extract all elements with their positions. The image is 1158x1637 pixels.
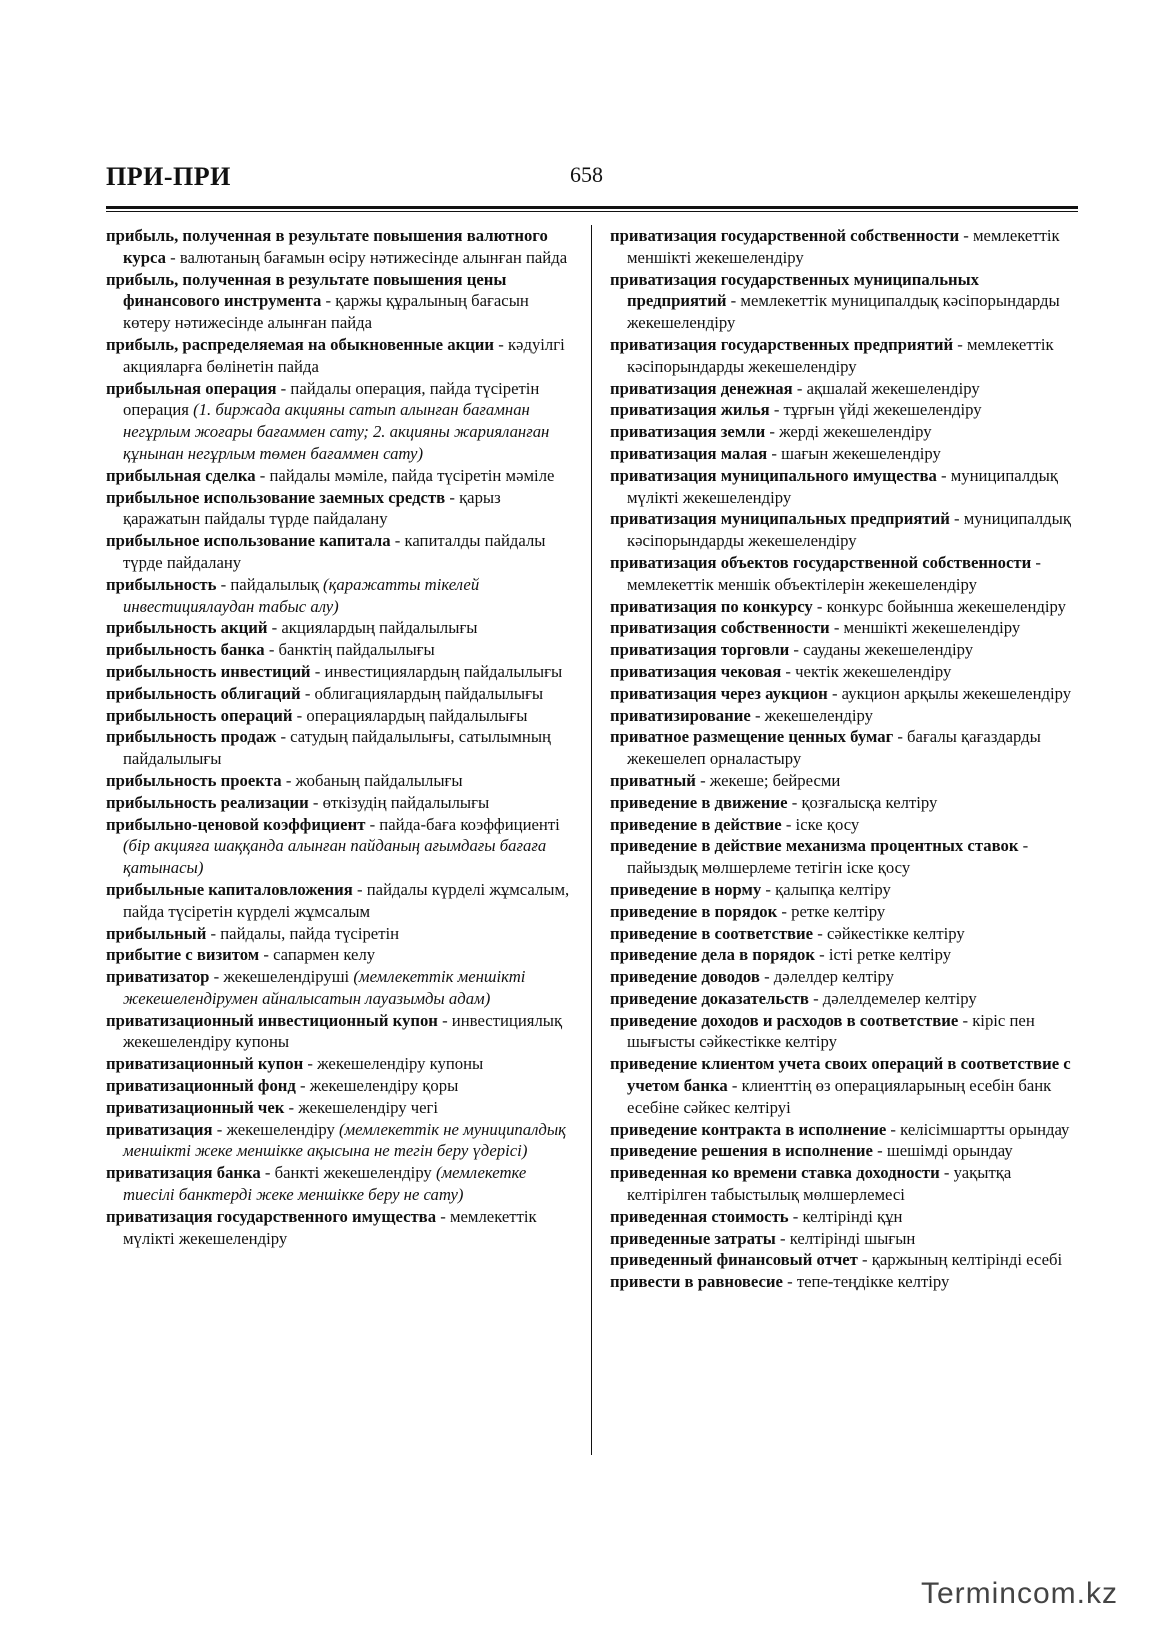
dictionary-entry	[610, 1228, 1078, 1250]
entry-definition: - пайдалылық	[216, 574, 324, 594]
entry-term: прибыльное использование капитала	[106, 531, 391, 551]
dictionary-entry	[610, 879, 1078, 901]
dictionary-entry	[106, 1162, 574, 1206]
dictionary-entry	[610, 617, 1078, 639]
dictionary-entry	[610, 639, 1078, 661]
dictionary-entry	[610, 988, 1078, 1010]
entry-definition: - келтірінді шығын	[775, 1228, 916, 1248]
entry-definition: - жекешелендіруші	[209, 967, 354, 987]
entry-definition: - пайдалы, пайда түсіретін	[206, 923, 400, 943]
entry-term: приведенная ко времени ставка доходности	[610, 1163, 940, 1183]
entry-term: приватизация объектов государственной собственности	[610, 552, 1032, 572]
entry-term: приведение дела в порядок	[610, 945, 815, 965]
entry-term: приведение в норму	[610, 879, 762, 899]
dictionary-entry	[610, 770, 1078, 792]
entry-definition: - жерді жекешелендіру	[765, 422, 932, 442]
entry-term: приватизация по конкурсу	[610, 596, 813, 616]
entry-definition: - дәлелдер келтіру	[759, 967, 894, 987]
page-header	[106, 158, 1078, 214]
dictionary-entry	[610, 421, 1078, 443]
entry-term: прибыльная сделка	[106, 465, 256, 485]
watermark-logo	[921, 1577, 1118, 1611]
entry-definition: - пайыздық мөлшерлеме тетігін іске қосу	[627, 836, 1029, 878]
entry-term: приватизация банка	[106, 1163, 261, 1183]
entry-definition: - пайда-баға коэффициенті	[365, 814, 560, 834]
entry-term: прибыльность облигаций	[106, 683, 301, 703]
entry-term: приватизация государственных предприятий	[610, 334, 954, 354]
dictionary-entry	[106, 378, 574, 465]
header-rule-thin	[106, 211, 1078, 212]
entry-term: прибыль, полученная в результате повышения валютного курса	[106, 226, 548, 267]
dictionary-entry	[610, 726, 1078, 770]
entry-note: (1. биржада акцияны сатып алынған бағамнан негұрлым жоғары бағаммен сату; 2. акцияны жарияланған құнынан негұрлым төмен бағаммен сату)	[123, 400, 550, 463]
entry-definition: - жекешелендіру чегі	[284, 1097, 439, 1117]
entry-definition: - кіріс пен шығысты сәйкестікке келтіру	[627, 1010, 1035, 1052]
entry-term: приватизация государственного имущества	[106, 1206, 437, 1226]
dictionary-entry	[106, 639, 574, 661]
column-divider	[591, 225, 592, 1455]
entry-term: приведенная стоимость	[610, 1206, 789, 1226]
entry-term: приватизирование	[610, 705, 751, 725]
entry-definition: - жекеше; бейресми	[695, 770, 841, 790]
entry-definition: - капиталды пайдалы түрде пайдалану	[123, 531, 546, 572]
entry-note: (қаражатты тікелей инвестициялаудан табыс алу)	[123, 574, 480, 616]
dictionary-entry	[610, 1206, 1078, 1228]
entry-term: приватизация государственных муниципальных предприятий	[610, 269, 980, 311]
entry-definition: - аукцион арқылы жекешелендіру	[827, 683, 1072, 703]
header-rule-thick	[106, 206, 1078, 209]
dictionary-entry	[610, 465, 1078, 509]
entry-definition: - мемлекеттік меншік объектілерін жекешелендіру	[627, 552, 1041, 594]
dictionary-entry	[610, 1162, 1078, 1206]
running-head: ПРИ-ПРИ	[106, 162, 231, 191]
entry-definition: - мемлекеттік меншікті жекешелендіру	[627, 226, 1060, 267]
dictionary-entry	[610, 661, 1078, 683]
entry-definition: - іске қосу	[781, 814, 860, 834]
dictionary-entry	[106, 966, 574, 1010]
entry-term: приватизатор	[106, 967, 210, 987]
entry-term: приведение в действие механизма процентных ставок	[610, 836, 1019, 856]
entry-term: прибыль, распределяемая на обыкновенные акции	[106, 334, 495, 354]
dictionary-entry	[610, 596, 1078, 618]
dictionary-entry	[610, 923, 1078, 945]
entry-term: приведение в движение	[610, 792, 788, 812]
entry-term: прибыльно-ценовой коэффициент	[106, 814, 366, 834]
entry-definition: - ақшалай жекешелендіру	[792, 378, 980, 398]
dictionary-entry	[106, 923, 574, 945]
entry-term: прибыль, полученная в результате повышения цены финансового инструмента	[106, 269, 507, 311]
dictionary-entry	[106, 683, 574, 705]
entry-definition: - муниципалдық кәсіпорындарды жекешелендіру	[627, 509, 1071, 551]
entry-definition: - кәдуілгі акцияларға бөлінетін пайда	[123, 334, 565, 376]
dictionary-entry	[610, 1010, 1078, 1054]
dictionary-entry	[610, 269, 1078, 334]
entry-definition: - сатудың пайдалылығы, сатылымның пайдалылығы	[123, 727, 551, 769]
entry-term: приведенные затраты	[610, 1228, 776, 1248]
dictionary-entry	[610, 901, 1078, 923]
entry-definition: - мемлекеттік муниципалдық кәсіпорындарды жекешелендіру	[627, 291, 1060, 333]
dictionary-entry	[106, 705, 574, 727]
entry-definition: - жекешелендіру	[212, 1119, 339, 1139]
dictionary-entry	[610, 792, 1078, 814]
entry-definition: - сауданы жекешелендіру	[789, 640, 974, 660]
dictionary-entry	[106, 334, 574, 378]
entry-term: приведение доводов	[610, 967, 760, 987]
entry-definition: - ретке келтіру	[777, 901, 886, 921]
entry-term: прибыльные капиталовложения	[106, 879, 353, 899]
entry-term: приведение доказательств	[610, 988, 809, 1008]
entry-term: прибыльный	[106, 923, 207, 943]
entry-definition: - шағын жекешелендіру	[767, 443, 941, 463]
entry-definition: - пайдалы мәміле, пайда түсіретін мәміле	[255, 465, 555, 485]
entry-definition: - жобаның пайдалылығы	[281, 770, 463, 790]
entry-term: прибыльность проекта	[106, 770, 282, 790]
dictionary-entry	[610, 1140, 1078, 1162]
entry-term: приведение контракта в исполнение	[610, 1119, 887, 1139]
dictionary-entry	[106, 814, 574, 879]
entry-term: приватизационный фонд	[106, 1076, 296, 1096]
watermark-text: Termincom.kz	[920, 1577, 1118, 1610]
dictionary-entry	[610, 966, 1078, 988]
entry-definition: - операциялардың пайдалылығы	[292, 705, 528, 725]
dictionary-entry	[610, 1119, 1078, 1141]
entry-definition: - пайдалы операция, пайда түсіретін операция	[123, 378, 540, 420]
dictionary-entry	[610, 835, 1078, 879]
entry-term: привести в равновесие	[610, 1272, 783, 1292]
entry-definition: - муниципалдық мүлікті жекешелендіру	[627, 465, 1058, 507]
entry-term: приведение в порядок	[610, 901, 778, 921]
entry-definition: - қозғалысқа келтіру	[787, 792, 938, 812]
left-column	[106, 225, 574, 1249]
entry-term: приватизация торговли	[610, 640, 790, 660]
entry-term: приватный	[610, 770, 696, 790]
entry-definition: - шешімді орындау	[872, 1141, 1013, 1161]
dictionary-entry	[610, 443, 1078, 465]
entry-definition: - чектік жекешелендіру	[781, 661, 952, 681]
entry-definition: - қалыпқа келтіру	[761, 879, 891, 899]
dictionary-entry	[106, 661, 574, 683]
entry-definition: - істі ретке келтіру	[814, 945, 952, 965]
dictionary-entry	[106, 1053, 574, 1075]
entry-term: прибыльное использование заемных средств	[106, 487, 446, 507]
entry-term: прибыльность реализации	[106, 792, 309, 812]
dictionary-entry	[106, 770, 574, 792]
entry-note: (мемлекетке тиесілі банктерді жеке меншікке беру не сату)	[123, 1163, 527, 1205]
entry-term: приватизация малая	[610, 443, 768, 463]
entry-term: приведение в действие	[610, 814, 782, 834]
entry-definition: - клиенттің өз операцияларының есебін банк есебіне сәйкес келтіруі	[627, 1076, 1052, 1117]
entry-term: приватизация земли	[610, 422, 766, 442]
entry-definition: - сәйкестікке келтіру	[813, 923, 965, 943]
entry-definition: - жекешелендіру купоны	[303, 1054, 484, 1074]
dictionary-entry	[106, 1097, 574, 1119]
entry-term: приватизационный купон	[106, 1054, 304, 1074]
entry-term: прибыльность	[106, 574, 217, 594]
entry-definition: - уақытқа келтірілген табыстылық мөлшерлемесі	[627, 1163, 1012, 1205]
entry-term: прибыльная операция	[106, 378, 277, 398]
entry-definition: - келтірінді құн	[788, 1206, 903, 1226]
right-column	[610, 225, 1078, 1293]
entry-term: прибыльность продаж	[106, 727, 277, 747]
entry-definition: - келісімшартты орындау	[886, 1119, 1070, 1139]
entry-term: приватизация муниципального имущества	[610, 465, 937, 485]
entry-definition: - бағалы қағаздарды жекешелеп орналастыру	[627, 727, 1041, 769]
entry-definition: - банктің пайдалылығы	[264, 640, 435, 660]
dictionary-entry	[106, 530, 574, 574]
entry-term: приведение в соответствие	[610, 923, 814, 943]
entry-definition: - мемлекеттік кәсіпорындарды жекешелендіру	[627, 334, 1054, 376]
entry-term: прибыльность банка	[106, 640, 265, 660]
dictionary-entry	[610, 705, 1078, 727]
entry-definition: - жекешелендіру қоры	[295, 1076, 459, 1096]
dictionary-entry	[106, 726, 574, 770]
entry-definition: - қаржының келтірінді есебі	[857, 1250, 1063, 1270]
dictionary-entry	[106, 1010, 574, 1054]
dictionary-entry	[106, 465, 574, 487]
dictionary-entry	[106, 944, 574, 966]
entry-definition: - пайдалы күрделі жұмсалым, пайда түсіретін күрделі жұмсалым	[123, 879, 570, 921]
dictionary-entry	[610, 1249, 1078, 1271]
dictionary-entry	[610, 508, 1078, 552]
dictionary-entry	[106, 792, 574, 814]
entry-definition: - дәлелдемелер келтіру	[808, 988, 977, 1008]
entry-term: приватизационный инвестиционный купон	[106, 1010, 438, 1030]
entry-term: приватизационный чек	[106, 1097, 285, 1117]
entry-definition: - тепе-теңдікке келтіру	[782, 1272, 950, 1292]
entry-note: (мемлекеттік не муниципалдық меншікті жеке меншікке ақысына не тегін беру үдерісі)	[123, 1119, 566, 1161]
entry-term: приватизация муниципальных предприятий	[610, 509, 950, 529]
entry-definition: - инвестициялардың пайдалылығы	[310, 661, 563, 681]
dictionary-entry	[106, 879, 574, 923]
entry-term: приватизация через аукцион	[610, 683, 828, 703]
dictionary-entry	[610, 399, 1078, 421]
entry-term: прибытие с визитом	[106, 945, 260, 965]
entry-definition: - акциялардың пайдалылығы	[267, 618, 478, 638]
entry-definition: - тұрғын үйді жекешелендіру	[769, 400, 982, 420]
entry-note: (бір акцияға шаққанда алынған пайданың ағымдағы бағаға қатынасы)	[123, 836, 547, 878]
dictionary-entry	[106, 617, 574, 639]
entry-term: приватизация жилья	[610, 400, 770, 420]
dictionary-entry	[610, 814, 1078, 836]
entry-definition: - инвестициялық жекешелендіру купоны	[123, 1010, 563, 1052]
entry-term: приватизация	[106, 1119, 213, 1139]
page-number: 658	[570, 162, 603, 187]
entry-term: приватное размещение ценных бумаг	[610, 727, 894, 747]
entry-definition: - валютаның бағамын өсіру нәтижесінде алынған пайда	[165, 247, 568, 267]
entry-term: прибыльность инвестиций	[106, 661, 311, 681]
entry-definition: - жекешелендіру	[750, 705, 874, 725]
entry-definition: - облигациялардың пайдалылығы	[300, 683, 544, 703]
dictionary-entry	[610, 334, 1078, 378]
entry-definition: - сапармен келу	[259, 945, 376, 965]
entry-term: приведенный финансовый отчет	[610, 1250, 858, 1270]
dictionary-entry	[106, 1075, 574, 1097]
dictionary-entry	[610, 1053, 1078, 1118]
entry-term: прибыльность операций	[106, 705, 293, 725]
dictionary-entry	[106, 1206, 574, 1250]
dictionary-entry	[106, 269, 574, 334]
dictionary-entry	[610, 944, 1078, 966]
entry-note: (мемлекеттік меншікті жекешелендірумен айналысатын лауазымды адам)	[123, 967, 526, 1008]
entry-definition: - өткізудің пайдалылығы	[308, 792, 490, 812]
entry-definition: - конкурс бойынша жекешелендіру	[812, 596, 1066, 616]
dictionary-entry	[610, 552, 1078, 596]
entry-term: приведение доходов и расходов в соответствие	[610, 1010, 959, 1030]
entry-term: приватизация государственной собственности	[610, 226, 960, 245]
entry-definition: - банкті жекешелендіру	[260, 1163, 436, 1183]
entry-definition: - қарыз қаражатын пайдалы түрде пайдалану	[123, 487, 501, 529]
entry-term: приведение решения в исполнение	[610, 1141, 873, 1161]
dictionary-entry	[106, 225, 574, 269]
dictionary-entry	[610, 378, 1078, 400]
entry-term: приватизация чековая	[610, 661, 782, 681]
entry-definition: - қаржы құралының бағасын көтеру нәтижесінде алынған пайда	[123, 291, 529, 333]
entry-term: приватизация денежная	[610, 378, 793, 398]
dictionary-entry	[106, 487, 574, 531]
dictionary-entry	[106, 574, 574, 618]
entry-term: приватизация собственности	[610, 618, 830, 638]
dictionary-entry	[610, 1271, 1078, 1293]
entry-definition: - меншікті жекешелендіру	[829, 618, 1021, 638]
dictionary-entry	[106, 1119, 574, 1163]
entry-definition: - мемлекеттік мүлікті жекешелендіру	[123, 1206, 537, 1248]
entry-term: приведение клиентом учета своих операций в соответствие с учетом банка	[610, 1054, 1071, 1096]
dictionary-entry	[610, 225, 1078, 269]
dictionary-entry	[610, 683, 1078, 705]
entry-term: прибыльность акций	[106, 618, 268, 638]
